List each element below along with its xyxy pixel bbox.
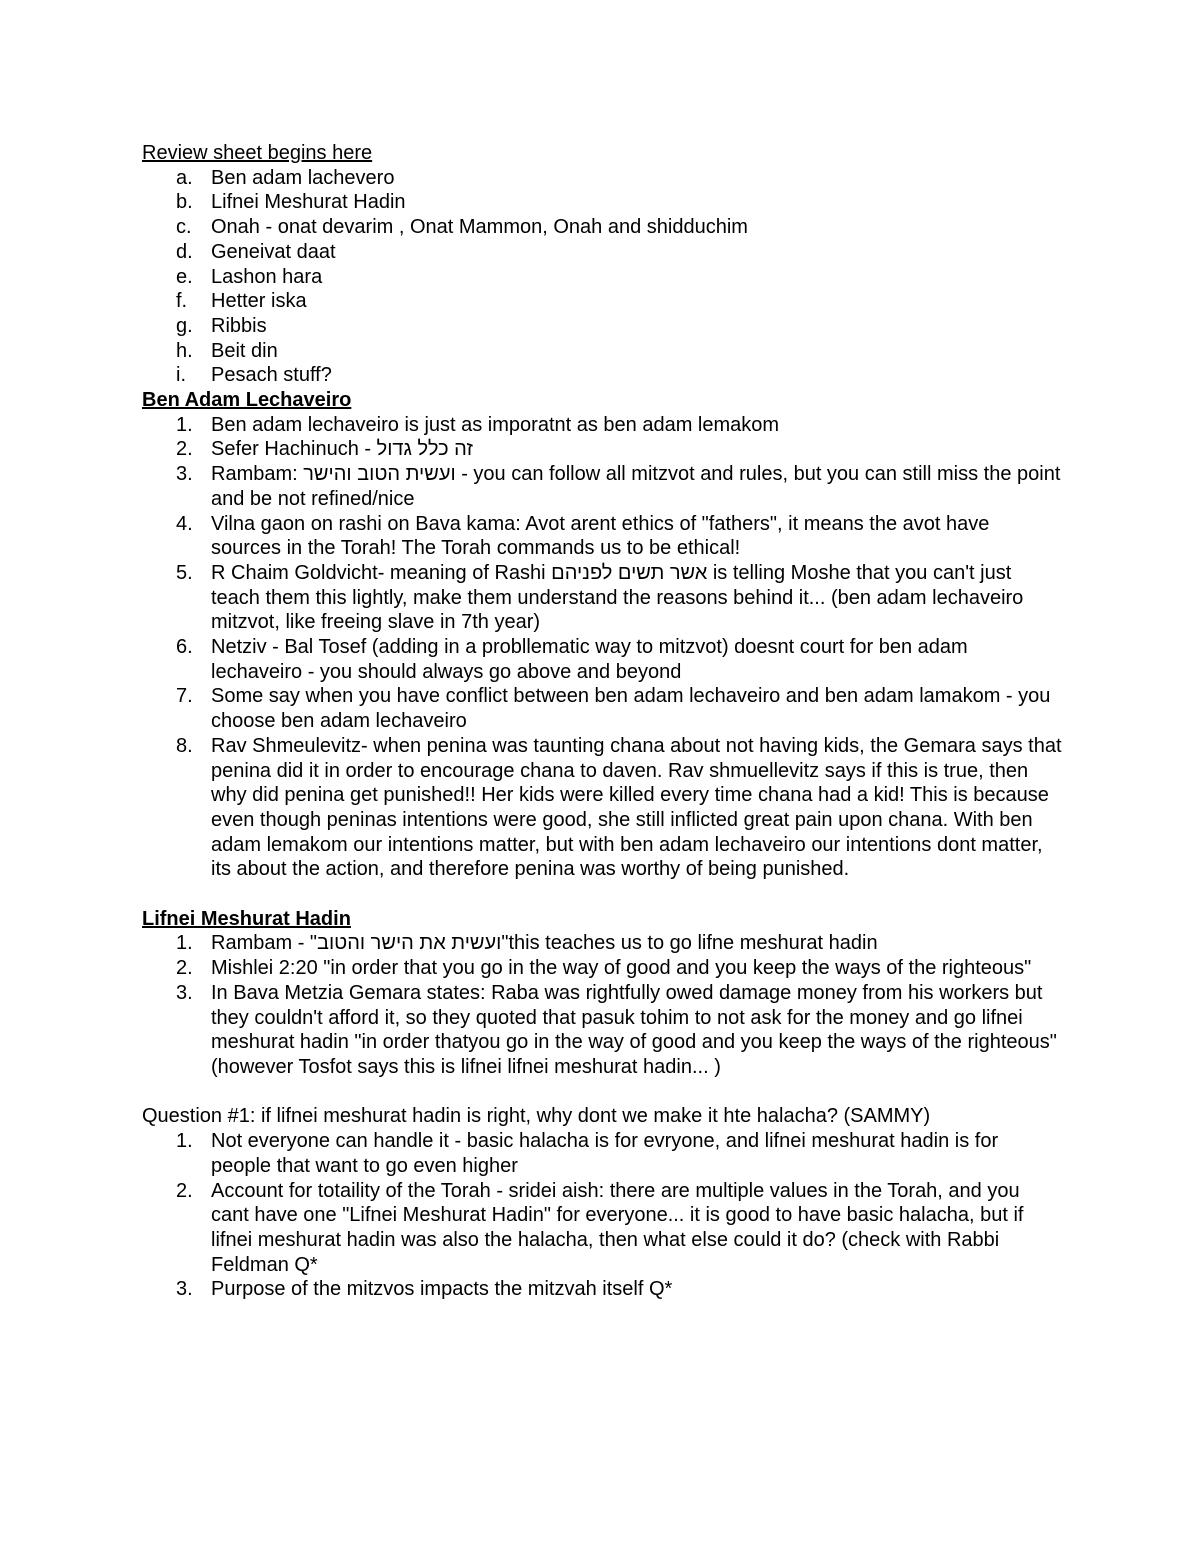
lifnei-meshurat-hadin-list <box>142 931 1062 1079</box>
list-item <box>142 339 1062 364</box>
list-item-text: Mishlei 2:20 "in order that you go in the way of good and you keep the ways of the righteous" <box>211 957 1032 980</box>
list-marker: g. <box>176 314 193 337</box>
list-item <box>142 1179 1062 1278</box>
list-marker: 4. <box>176 512 193 535</box>
list-item-text: Geneivat daat <box>211 240 336 263</box>
list-item-text: Lashon hara <box>211 265 323 288</box>
list-item <box>142 956 1062 981</box>
list-item <box>142 166 1062 191</box>
list-item <box>142 734 1062 882</box>
section-heading-ben-adam-lechaveiro: Ben Adam Lechaveiro <box>142 389 352 412</box>
list-item <box>142 413 1062 438</box>
list-item <box>142 190 1062 215</box>
list-marker: 7. <box>176 685 193 708</box>
document-page <box>142 141 1062 1302</box>
question-1-answers-list <box>142 1129 1062 1302</box>
list-marker: 5. <box>176 561 193 584</box>
list-item <box>142 561 1062 635</box>
list-marker: 1. <box>176 413 193 436</box>
list-item-text: Onah - onat devarim , Onat Mammon, Onah and shidduchim <box>211 216 748 239</box>
list-item-text: Purpose of the mitzvos impacts the mitzvah itself Q* <box>211 1278 673 1301</box>
list-marker: i. <box>176 364 186 387</box>
list-marker: 3. <box>176 1278 193 1301</box>
list-item-text: Pesach stuff? <box>211 364 332 387</box>
list-item-text: Ben adam lechaveiro is just as imporatnt as ben adam lemakom <box>211 413 780 436</box>
list-item-text: Lifnei Meshurat Hadin <box>211 191 406 214</box>
list-item-text: Not everyone can handle it - basic halacha is for evryone, and lifnei meshurat hadin is for people that want to go even higher <box>211 1130 999 1177</box>
list-item <box>142 981 1062 1080</box>
list-item <box>142 931 1062 956</box>
list-item-text: Sefer Hachinuch - זה כלל גדול <box>211 438 473 461</box>
list-marker: d. <box>176 240 193 263</box>
list-marker: h. <box>176 339 193 362</box>
list-marker: c. <box>176 216 192 239</box>
list-marker: b. <box>176 191 193 214</box>
list-item <box>142 1277 1062 1302</box>
review-sheet-title: Review sheet begins here <box>142 142 373 164</box>
list-marker: f. <box>176 290 188 313</box>
list-marker: 1. <box>176 1130 193 1153</box>
list-marker: a. <box>176 166 193 189</box>
topic-list <box>142 166 1062 388</box>
list-item <box>142 1129 1062 1178</box>
list-item-text: Rambam: ועשית הטוב והישר - you can follow all mitzvot and rules, but you can still miss the point and be not refined/nice <box>211 463 1061 510</box>
list-item-text: Vilna gaon on rashi on Bava kama: Avot arent ethics of "fathers", it means the avot have sources in the Torah! The Torah commands us to be ethical! <box>211 512 990 560</box>
ben-adam-lechaveiro-list <box>142 413 1062 882</box>
blank-line <box>142 882 1062 907</box>
list-marker: 2. <box>176 957 193 980</box>
list-marker: 6. <box>176 636 193 659</box>
list-item <box>142 462 1062 511</box>
list-item-text: Some say when you have conflict between ben adam lechaveiro and ben adam lamakom - you choose ben adam lechaveiro <box>211 685 1051 733</box>
list-marker: 3. <box>176 463 193 486</box>
list-item-text: In Bava Metzia Gemara states: Raba was rightfully owed damage money from his workers but they couldn't afford it, so they quoted that pasuk tohim to not ask for the money and go lifnei meshurat hadin "in order thatyou go in the way of good and you keep the ways of the righteous" (however Tosfot says this is lifnei lifnei meshurat hadin... ) <box>211 981 1057 1078</box>
list-marker: 3. <box>176 981 193 1004</box>
list-marker: e. <box>176 265 193 288</box>
list-item-text: Netziv - Bal Tosef (adding in a probllematic way to mitzvot) doesnt court for ben adam lechaveiro - you should always go above and beyond <box>211 636 968 683</box>
list-item <box>142 314 1062 339</box>
list-marker: 2. <box>176 438 193 461</box>
section-heading-lifnei-meshurat-hadin: Lifnei Meshurat Hadin <box>142 907 351 930</box>
list-marker: 1. <box>176 932 193 955</box>
list-item-text: Rambam - "ועשית את הישר והטוב"this teaches us to go lifne meshurat hadin <box>211 932 878 955</box>
list-item-text: Hetter iska <box>211 290 307 313</box>
list-item <box>142 437 1062 462</box>
list-item-text: Ben adam lachevero <box>211 166 395 189</box>
list-item <box>142 289 1062 314</box>
list-marker: 8. <box>176 734 193 757</box>
list-item <box>142 512 1062 561</box>
list-item <box>142 635 1062 684</box>
list-item <box>142 215 1062 240</box>
list-item-text: Account for totaility of the Torah - sridei aish: there are multiple values in the Torah, and you cant have one "Lifnei Meshurat Hadin" for everyone... it is good to have basic halacha, but if lifnei meshurat hadin was also the halacha, then what else could it do? (check with Rabbi Feldman Q* <box>211 1179 1024 1276</box>
list-item-text: Beit din <box>211 339 278 362</box>
list-item-text: R Chaim Goldvicht- meaning of Rashi אשר תשים לפניהם is telling Moshe that you can't just teach them this lightly, make them understand the reasons behind it... (ben adam lechaveiro mitzvot, like freeing slave in 7th year) <box>211 561 1024 634</box>
list-item <box>142 265 1062 290</box>
blank-line <box>142 1080 1062 1105</box>
question-1-title: Question #1: if lifnei meshurat hadin is right, why dont we make it hte halacha? (SAMMY) <box>142 1105 931 1128</box>
list-item <box>142 363 1062 388</box>
list-item-text: Rav Shmeulevitz- when penina was taunting chana about not having kids, the Gemara says that penina did it in order to encourage chana to daven. Rav shmuellevitz says if this is true, then why did penina get punished!! Her kids were killed every time chana had a kid! This is because even though peninas intentions were good, she still inflicted great pain upon chana. With ben adam lemakom our intentions matter, but with ben adam lechaveiro our intentions dont matter, its about the action, and therefore penina was worthy of being punished. <box>211 734 1062 881</box>
list-marker: 2. <box>176 1179 193 1202</box>
list-item-text: Ribbis <box>211 314 267 337</box>
list-item <box>142 684 1062 733</box>
list-item <box>142 240 1062 265</box>
